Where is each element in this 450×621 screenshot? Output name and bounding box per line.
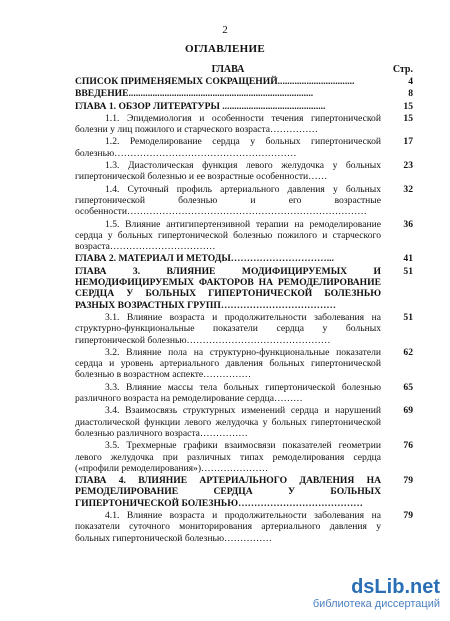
toc-entry-page: 79 <box>403 475 413 487</box>
toc-entry-page: 65 <box>403 381 413 393</box>
toc-entry-title: ВВЕДЕНИЕ............................................................................. <box>75 88 314 100</box>
toc-chapter-entry <box>75 266 413 311</box>
toc-entry-title: 3.3. Влияние массы тела больных гипертонической болезнью различного возраста на ремоделирование сердца……… <box>75 381 381 405</box>
toc-entry-page: 36 <box>403 218 413 230</box>
toc-entry-page: 32 <box>403 183 413 195</box>
toc-subsection-entry <box>75 184 413 218</box>
toc-header-chapter: ГЛАВА <box>211 63 245 75</box>
toc-subsection-entry <box>75 136 413 159</box>
toc-subsection-entry <box>75 440 413 474</box>
toc-entry-title: 1.4. Суточный профиль артериального давления у больных гипертонической болезнью и его возрастные особенности………………………………………………………………… <box>75 183 381 218</box>
toc-subsection-entry <box>75 347 413 381</box>
toc-entry-page: 15 <box>403 112 413 124</box>
watermark-logo[interactable] <box>313 576 440 598</box>
toc-entry-title: ГЛАВА 3. ВЛИЯНИЕ МОДИФИЦИРУЕМЫХ И НЕМОДИФИЦИРУЕМЫХ ФАКТОРОВ НА РЕМОДЕЛИРОВАНИЕ СЕРДЦА У БОЛЬНЫХ ГИПЕРТОНИЧЕСКОЙ БОЛЕЗНЬЮ РАЗНЫХ ВОЗРАСТНЫХ ГРУПП……………………………… <box>75 265 381 311</box>
table-of-contents <box>75 63 413 545</box>
toc-entry-page: 4 <box>408 76 413 87</box>
toc-entry-title: 1.5. Влияние антигипертензивной терапии на ремоделирование сердца у больных гипертонической болезнью пожилого и старческого возраста…………………………… <box>75 218 381 253</box>
toc-entry-page: 69 <box>403 405 413 417</box>
toc-entry-title: 1.1. Эпидемиология и особенности течения гипертонической болезни у лиц пожилого и старческого возраста…………… <box>75 112 381 136</box>
toc-entry-page: 62 <box>403 346 413 358</box>
toc-entry-page: 79 <box>403 509 413 521</box>
toc-subsection-entry <box>75 405 413 439</box>
toc-entry-title: ГЛАВА 4. ВЛИЯНИЕ АРТЕРИАЛЬНОГО ДАВЛЕНИЯ НА РЕМОДЕЛИРОВАНИЕ СЕРДЦА У БОЛЬНЫХ ГИПЕРТОНИЧЕСКОЙ БОЛЕЗНЬЮ………………………………… <box>75 475 381 509</box>
toc-entry-title: 4.1. Влияние возраста и продолжительности заболевания на показатели суточного мониторирования артериального давления у больных гипертонической болезнью…………… <box>75 509 381 544</box>
watermark[interactable] <box>313 576 440 611</box>
toc-chapter-entry <box>75 88 413 99</box>
toc-chapter-entry <box>75 76 413 87</box>
toc-subsection-entry <box>75 160 413 183</box>
toc-header-page: Стр. <box>392 63 413 75</box>
toc-entry-page: 23 <box>403 160 413 172</box>
toc-entry-title: 3.2. Влияние пола на структурно-функциональные показатели сердца и уровень артериального давления больных гипертонической болезнью в возрастном аспекте…………… <box>75 346 381 381</box>
toc-subsection-entry <box>75 510 413 544</box>
toc-entry-title: ГЛАВА 1. ОБЗОР ЛИТЕРАТУРЫ ........................................... <box>75 100 326 112</box>
toc-entry-page: 8 <box>408 88 413 100</box>
toc-subsection-entry <box>75 219 413 253</box>
page-title: ОГЛАВЛЕНИЕ <box>185 43 265 55</box>
toc-entry-title: 3.1. Влияние возраста и продолжительности заболевания на структурно-функциональные показатели сердца у больных гипертонической болезнью……………………………………… <box>75 311 381 346</box>
watermark-caption: библиотека диссертаций <box>312 598 440 610</box>
toc-entry-page: 51 <box>403 265 413 277</box>
toc-entry-page: 17 <box>403 136 413 148</box>
toc-entry-page: 51 <box>403 311 413 323</box>
watermark-logo-suffix: .net <box>404 576 440 598</box>
toc-entry-page: 41 <box>403 253 413 265</box>
toc-chapter-entry <box>75 475 413 509</box>
toc-entry-title: 3.5. Трехмерные графики взаимосвязи показателей геометрии левого желудочка при различных типах ремоделирования сердца («профили ремоделирования»)………………… <box>75 440 381 474</box>
toc-chapter-entry <box>75 253 413 264</box>
toc-entry-title: 3.4. Взаимосвязь структурных изменений сердца и нарушений диастолической функции левого желудочка у больных гипертонической болезнью различного возраста…………… <box>75 405 381 439</box>
page-number: 2 <box>222 24 228 36</box>
toc-entry-page: 15 <box>403 100 413 112</box>
toc-entry-title: 1.3. Диастолическая функция левого желудочка у больных гипертонической болезнью и ее возрастные особенности…… <box>75 160 381 183</box>
toc-entry-page: 76 <box>403 440 413 452</box>
toc-entry-title: ГЛАВА 2. МАТЕРИАЛ И МЕТОДЫ…………………………... <box>75 253 334 265</box>
toc-entry-title: СПИСОК ПРИМЕНЯЕМЫХ СОКРАЩЕНИЙ................................ <box>75 76 355 87</box>
toc-subsection-entry <box>75 312 413 346</box>
watermark-logo-main: dsLib <box>351 576 405 598</box>
toc-subsection-entry <box>75 113 413 136</box>
toc-chapter-entry <box>75 101 413 112</box>
toc-entries <box>75 76 413 544</box>
toc-header <box>75 63 413 76</box>
toc-subsection-entry <box>75 382 413 405</box>
toc-entry-title: 1.2. Ремоделирование сердца у больных гипертонической болезнью………………………………………………… <box>75 136 381 159</box>
